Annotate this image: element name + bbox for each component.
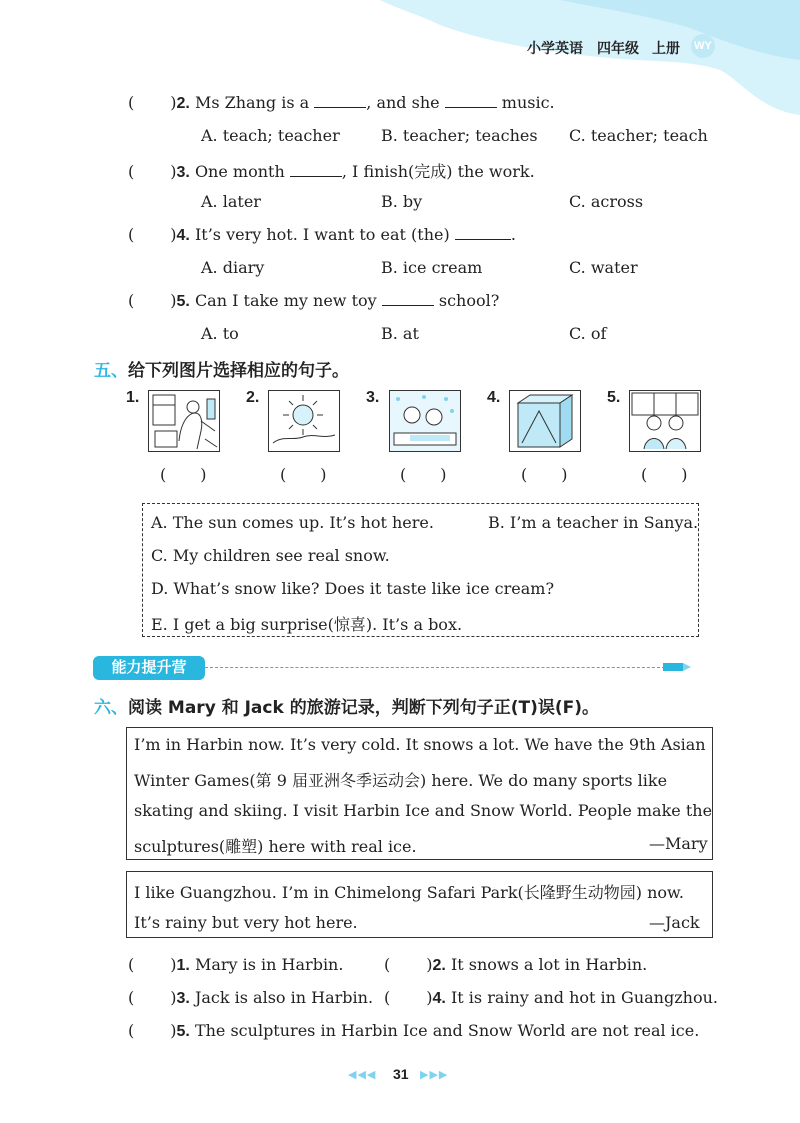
question-text: , and she	[366, 93, 440, 112]
option: C. teacher; teach	[569, 126, 708, 145]
sun-illustration	[269, 391, 339, 451]
blank-line[interactable]	[314, 93, 366, 108]
blank-line[interactable]	[445, 93, 497, 108]
mary-signature: —Mary	[649, 834, 708, 853]
jack-line-2: It’s rainy but very hot here.	[134, 913, 358, 932]
sentence-option-e: E. I get a big surprise(惊喜). It’s a box.	[151, 615, 463, 634]
option: C. water	[569, 258, 638, 277]
question-3: ( )3. One month , I finish(完成) the work.	[128, 162, 535, 181]
question-text: Ms Zhang is a	[194, 93, 310, 112]
question-text: school?	[438, 291, 500, 310]
question-2: ( )2. Ms Zhang is a , and she music.	[128, 93, 555, 112]
tf-statement-3: ( )3. Jack is also in Harbin.	[128, 988, 374, 1007]
picture-box	[509, 390, 581, 452]
tf-statement-2: ( )2. It snows a lot in Harbin.	[384, 955, 648, 974]
option: B. at	[381, 324, 419, 343]
question-text: .	[510, 225, 516, 244]
answer-paren-1[interactable]: ( )	[160, 465, 207, 484]
mary-line-3: skating and skiing. I visit Harbin Ice and Snow World. People make the	[134, 801, 713, 820]
header-volume: 上册	[652, 40, 680, 56]
children-snow-illustration	[390, 391, 460, 451]
header-grade: 四年级	[597, 40, 639, 56]
question-number: 4.	[176, 227, 190, 244]
jack-signature: —Jack	[649, 913, 700, 932]
sentence-option-b: B. I’m a teacher in Sanya.	[488, 513, 699, 532]
mary-line-2: Winter Games(第 9 届亚洲冬季运动会) here. We do many sports like	[134, 771, 668, 790]
option: A. later	[201, 192, 261, 211]
picture-sun	[268, 390, 340, 452]
question-text: , I finish(完成) the work.	[341, 162, 535, 181]
header-subject: 小学英语	[527, 40, 583, 56]
tf-statement-5: ( )5. The sculptures in Harbin Ice and Snow World are not real ice.	[128, 1021, 700, 1040]
section-banner: 能力提升营	[93, 656, 205, 680]
classroom-illustration	[149, 391, 219, 451]
answer-paren-2[interactable]: ( )	[280, 465, 327, 484]
answer-paren-5[interactable]: ( )	[641, 465, 688, 484]
blank-line[interactable]	[455, 225, 511, 240]
statement-text: It snows a lot in Harbin.	[450, 955, 648, 974]
sentence-option-a: A. The sun comes up. It’s hot here.	[151, 513, 434, 532]
pencil-icon	[663, 661, 691, 673]
footer-arrows-left-icon: ◀◀◀	[348, 1069, 377, 1081]
option: B. ice cream	[381, 258, 483, 277]
tf-statement-1: ( )1. Mary is in Harbin.	[128, 955, 344, 974]
answer-paren-4[interactable]: ( )	[521, 465, 568, 484]
section6-title	[94, 693, 599, 718]
question-text: music.	[501, 93, 555, 112]
sentence-option-c: C. My children see real snow.	[151, 546, 390, 565]
jack-line-1: I like Guangzhou. I’m in Chimelong Safari Park(长隆野生动物园) now.	[134, 883, 684, 902]
question-number: 3.	[176, 164, 190, 181]
page-number: 31	[393, 1066, 409, 1082]
header-badge: WY	[691, 34, 715, 58]
question-number: 4.	[432, 990, 446, 1007]
section-heading: 阅读 Mary 和 Jack 的旅游记录，判断下列句子正(T)误(F)。	[128, 698, 599, 718]
picture-children-snow	[389, 390, 461, 452]
option: C. across	[569, 192, 644, 211]
picture-number: 4.	[487, 389, 501, 406]
statement-text: Mary is in Harbin.	[194, 955, 344, 974]
option: A. to	[201, 324, 239, 343]
question-4: ( )4. It’s very hot. I want to eat (the) .	[128, 225, 516, 244]
tf-statement-4: ( )4. It is rainy and hot in Guangzhou.	[384, 988, 718, 1007]
section5-title	[94, 356, 349, 381]
mary-line-4: sculptures(雕塑) here with real ice.	[134, 837, 417, 856]
question-number: 2.	[432, 957, 446, 974]
option: A. teach; teacher	[201, 126, 340, 145]
question-5: ( )5. Can I take my new toy school?	[128, 291, 500, 310]
section-heading: 给下列图片选择相应的句子。	[128, 361, 349, 381]
statement-text: Jack is also in Harbin.	[194, 988, 374, 1007]
footer-arrows-right-icon: ▶▶▶	[420, 1069, 449, 1081]
picture-teacher	[629, 390, 701, 452]
question-number: 5.	[176, 293, 190, 310]
statement-text: It is rainy and hot in Guangzhou.	[450, 988, 718, 1007]
picture-number: 2.	[246, 389, 260, 406]
question-number: 2.	[176, 95, 190, 112]
blank-line[interactable]	[382, 291, 434, 306]
question-number: 1.	[176, 957, 190, 974]
answer-paren-3[interactable]: ( )	[400, 465, 447, 484]
box-illustration	[510, 391, 580, 451]
question-text: Can I take my new toy	[194, 291, 377, 310]
mary-line-1: I’m in Harbin now. It’s very cold. It snows a lot. We have the 9th Asian	[134, 735, 706, 754]
option: B. by	[381, 192, 423, 211]
option: B. teacher; teaches	[381, 126, 538, 145]
section-index: 六、	[94, 698, 128, 718]
question-number: 5.	[176, 1023, 190, 1040]
question-text: One month	[194, 162, 285, 181]
statement-text: The sculptures in Harbin Ice and Snow World are not real ice.	[194, 1021, 700, 1040]
option: A. diary	[201, 258, 265, 277]
picture-number: 1.	[126, 389, 140, 406]
question-text: It’s very hot. I want to eat (the)	[194, 225, 450, 244]
picture-number: 3.	[366, 389, 380, 406]
banner-dashed-line	[205, 667, 665, 668]
teacher-illustration	[630, 391, 700, 451]
question-number: 3.	[176, 990, 190, 1007]
sentence-option-d: D. What’s snow like? Does it taste like ice cream?	[151, 579, 555, 598]
option: C. of	[569, 324, 607, 343]
section-index: 五、	[94, 361, 128, 381]
blank-line[interactable]	[290, 162, 342, 177]
picture-classroom	[148, 390, 220, 452]
picture-number: 5.	[607, 389, 621, 406]
answer-paren: (	[128, 93, 135, 112]
